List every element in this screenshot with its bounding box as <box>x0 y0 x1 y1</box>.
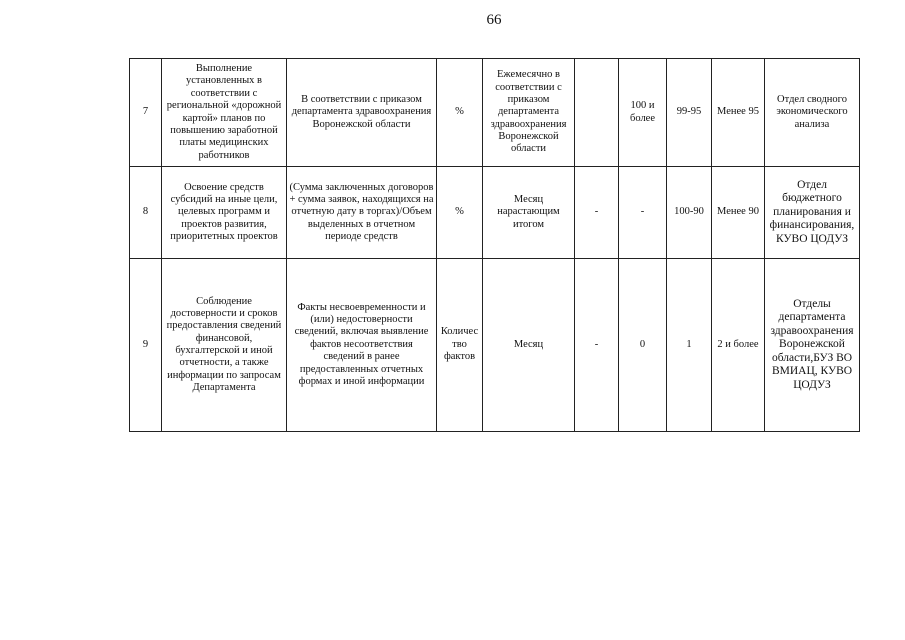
value-cell: 100-90 <box>667 167 712 259</box>
value-cell: Менее 95 <box>712 59 765 167</box>
row-number: 7 <box>130 59 162 167</box>
period: Ежемесячно в соответствии с приказом департамента здравоохранения Воронежской области <box>483 59 575 167</box>
unit: % <box>437 167 483 259</box>
period: Месяц нарастающим итогом <box>483 167 575 259</box>
calculation-method: (Сумма заключенных договоров + сумма заявок, находящихся на отчетную дату в торгах)/Объем выделенных в отчетном периоде средств <box>287 167 437 259</box>
calculation-method: В соответствии с приказом департамента здравоохранения Воронежской области <box>287 59 437 167</box>
indicators-table <box>129 58 860 432</box>
page-number: 66 <box>486 12 502 28</box>
indicator-name: Освоение средств субсидий на иные цели, целевых программ и проектов развития, приоритетных проектов <box>162 167 287 259</box>
row-number: 8 <box>130 167 162 259</box>
table-row <box>130 59 860 167</box>
value-cell: 100 и более <box>619 59 667 167</box>
table-row <box>130 167 860 259</box>
unit: Количество фактов <box>437 259 483 432</box>
unit: % <box>437 59 483 167</box>
value-cell <box>575 59 619 167</box>
indicator-name: Соблюдение достоверности и сроков предоставления сведений финансовой, бухгалтерской и иной отчетности, а также информации по запросам Департамента <box>162 259 287 432</box>
responsible-unit: Отдел бюджетного планирования и финансирования, КУВО ЦОДУЗ <box>765 167 860 259</box>
value-cell: 0 <box>619 259 667 432</box>
value-cell: - <box>619 167 667 259</box>
value-cell: Менее 90 <box>712 167 765 259</box>
value-cell: - <box>575 259 619 432</box>
value-cell: 2 и более <box>712 259 765 432</box>
value-cell: - <box>575 167 619 259</box>
row-number: 9 <box>130 259 162 432</box>
period: Месяц <box>483 259 575 432</box>
responsible-unit: Отделы департамента здравоохранения Воронежской области,БУЗ ВО ВМИАЦ, КУВО ЦОДУЗ <box>765 259 860 432</box>
indicator-name: Выполнение установленных в соответствии с региональной «дорожной картой» планов по повышению заработной платы медицинских работников <box>162 59 287 167</box>
responsible-unit: Отдел сводного экономического анализа <box>765 59 860 167</box>
calculation-method: Факты несвоевременности и (или) недостоверности сведений, включая выявление фактов несоответствия сведений в ранее предоставленных отчетных формах и иной информации <box>287 259 437 432</box>
value-cell: 99-95 <box>667 59 712 167</box>
value-cell: 1 <box>667 259 712 432</box>
table-row <box>130 259 860 432</box>
